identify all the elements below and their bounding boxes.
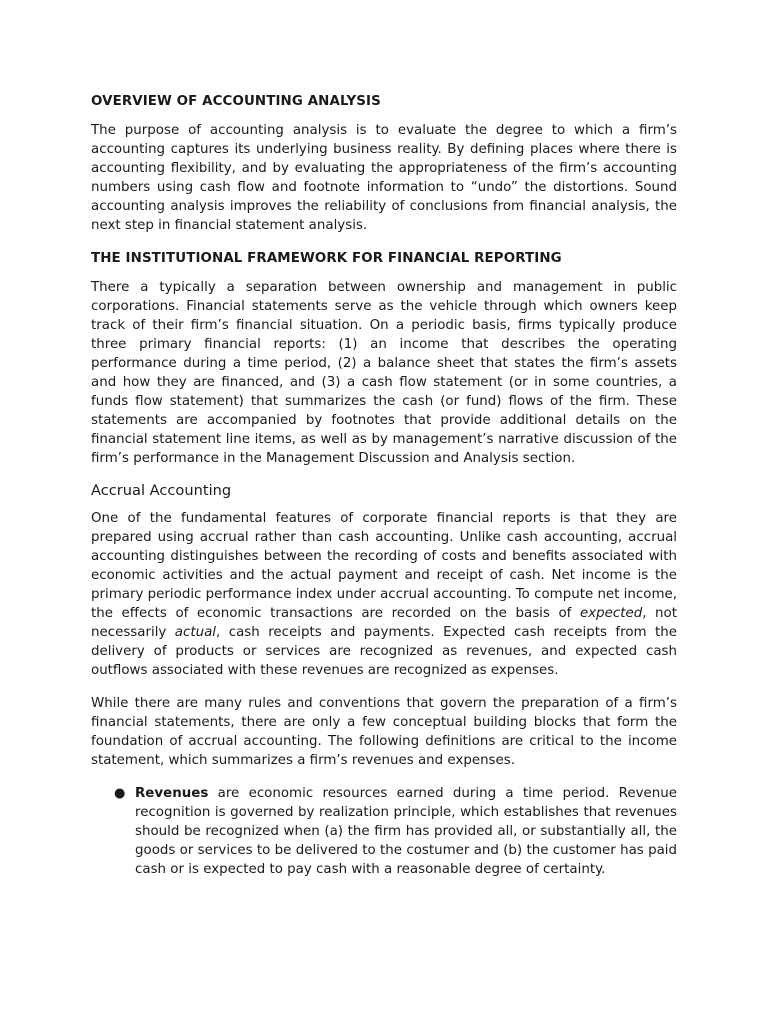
document-page <box>91 92 677 879</box>
definition-term: Revenues <box>135 786 209 801</box>
paragraph-accrual-1-text-a: One of the fundamental features of corporate financial reports is that they are prepared using accrual rather than cash accounting. Unlike cash accounting, accrual accounting distinguishes between the recording of costs and benefits associated with economic activities and the actual payment and receipt of cash. Net income is the primary periodic performance index under accrual accounting. To compute net income, the effects of economic transactions are recorded on the basis of <box>91 511 677 621</box>
list-item <box>91 784 677 879</box>
paragraph-accrual-1-text-b: , not necessarily <box>91 606 677 640</box>
paragraph-accrual-1-emphasis-expected: expected <box>579 606 643 621</box>
paragraph-overview: The purpose of accounting analysis is to evaluate the degree to which a firm’s accounting captures its underlying business reality. By defining places where there is accounting flexibility, and by evaluating the appropriateness of the firm’s accounting numbers using cash flow and footnote information to “undo” the distortions. Sound accounting analysis improves the reliability of conclusions from financial analysis, the next step in financial statement analysis. <box>91 123 677 233</box>
paragraph-accrual-1 <box>91 509 677 680</box>
section-heading-overview: OVERVIEW OF ACCOUNTING ANALYSIS <box>91 94 381 109</box>
definitions-list <box>91 784 677 879</box>
paragraph-accrual-1-text-c: , cash receipts and payments. Expected cash receipts from the delivery of products or services are recognized as revenues, and expected cash outflows associated with these revenues are recognized as expenses. <box>91 625 677 678</box>
paragraph-framework: There a typically a separation between ownership and management in public corporations. Financial statements serve as the vehicle through which owners keep track of their firm’s financial situation. On a periodic basis, firms typically produce three primary financial reports: (1) an income that describes the operating performance during a time period, (2) a balance sheet that states the firm’s assets and how they are financed, and (3) a cash flow statement (or in some countries, a funds flow statement) that summarizes the cash (or fund) flows of the firm. These statements are accompanied by footnotes that provide additional details on the financial statement line items, as well as by management’s narrative discussion of the firm’s performance in the Management Discussion and Analysis section. <box>91 280 677 466</box>
definition-text: are economic resources earned during a time period. Revenue recognition is governed by realization principle, which establishes that revenues should be recognized when (a) the firm has provided all, or substantially all, the goods or services to be delivered to the costumer and (b) the customer has paid cash or is expected to pay cash with a reasonable degree of certainty. <box>135 786 677 877</box>
section-heading-accrual: Accrual Accounting <box>91 482 232 499</box>
section-heading-framework: THE INSTITUTIONAL FRAMEWORK FOR FINANCIAL REPORTING <box>91 251 562 266</box>
bullet-icon: ● <box>114 786 126 801</box>
paragraph-accrual-2: While there are many rules and conventions that govern the preparation of a firm’s financial statements, there are only a few conceptual building blocks that form the foundation of accrual accounting. The following definitions are critical to the income statement, which summarizes a firm’s revenues and expenses. <box>91 696 677 768</box>
paragraph-accrual-1-emphasis-actual: actual <box>174 625 217 640</box>
